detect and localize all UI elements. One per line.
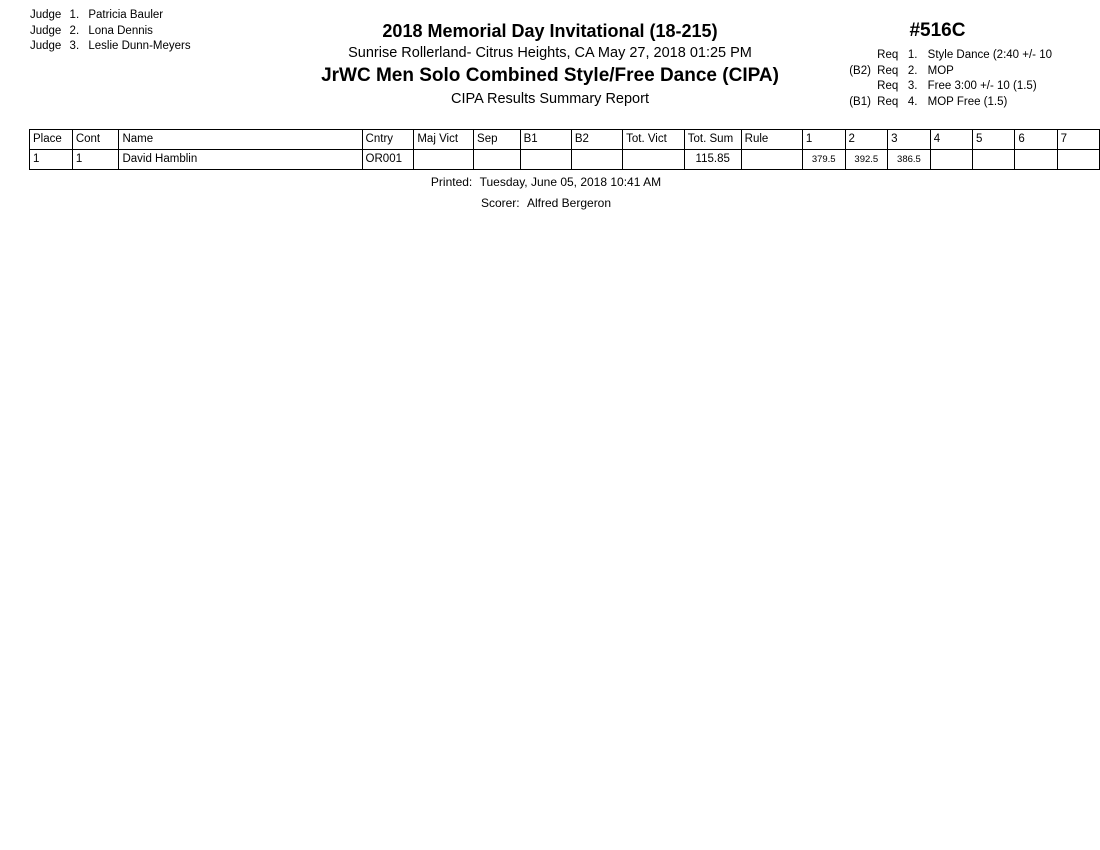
judge-label: Judge <box>30 40 62 52</box>
printed-line <box>0 172 1092 193</box>
cell-tot-sum: 115.85 <box>684 150 741 170</box>
requirement-row <box>843 95 1052 111</box>
cell-judge-1: 379.5 <box>802 150 845 170</box>
judge-name: Lona Dennis <box>88 24 153 37</box>
results-table <box>29 129 1100 170</box>
cell-judge-4 <box>930 150 972 170</box>
column-header-judge-2: 2 <box>845 130 888 150</box>
requirement-number: 4. <box>907 95 918 108</box>
column-header-b2: B2 <box>571 130 622 150</box>
column-header-tot-sum: Tot. Sum <box>684 130 741 150</box>
column-header-name: Name <box>119 130 362 150</box>
requirement-label: Req <box>877 95 899 108</box>
cell-maj-vict <box>414 150 474 170</box>
column-header-place: Place <box>30 130 73 150</box>
cell-judge-6 <box>1015 150 1057 170</box>
requirement-text: Style Dance (2:40 +/- 10 <box>927 49 1052 61</box>
requirement-number: 1. <box>907 49 918 61</box>
table-row <box>30 150 1100 170</box>
cell-rule <box>741 150 802 170</box>
event-title: JrWC Men Solo Combined Style/Free Dance (CIPA) <box>321 65 779 86</box>
column-header-cont: Cont <box>72 130 119 150</box>
scorer-line <box>0 193 1092 214</box>
column-header-judge-7: 7 <box>1057 130 1099 150</box>
requirement-label: Req <box>877 49 899 61</box>
printed-value: Tuesday, June 05, 2018 10:41 AM <box>479 175 662 189</box>
cell-b2 <box>571 150 622 170</box>
requirements-list <box>843 48 1052 110</box>
event-info-panel <box>843 20 1052 110</box>
cell-tot-vict <box>623 150 685 170</box>
requirement-text: MOP Free (1.5) <box>927 95 1008 108</box>
scorer-label: Scorer: <box>480 196 520 210</box>
cell-judge-3: 386.5 <box>888 150 931 170</box>
requirement-number: 2. <box>907 64 918 77</box>
cell-judge-7 <box>1057 150 1099 170</box>
requirement-text: MOP <box>927 64 954 77</box>
document-header <box>170 20 930 109</box>
column-header-judge-4: 4 <box>930 130 972 150</box>
column-header-rule: Rule <box>741 130 802 150</box>
judge-number: 1. <box>69 9 80 21</box>
cell-cntry: OR001 <box>362 150 414 170</box>
judge-name: Leslie Dunn-Meyers <box>88 40 191 52</box>
printed-label: Printed: <box>430 175 473 189</box>
judge-label: Judge <box>30 24 62 37</box>
judge-row <box>30 39 191 55</box>
cell-name: David Hamblin <box>119 150 362 170</box>
judge-row <box>30 24 191 40</box>
column-header-maj-vict: Maj Vict <box>414 130 474 150</box>
judges-panel <box>30 8 191 55</box>
column-header-sep: Sep <box>474 130 521 150</box>
requirement-row <box>843 79 1052 95</box>
judge-number: 2. <box>69 24 80 37</box>
cell-judge-5 <box>973 150 1015 170</box>
requirement-number: 3. <box>907 80 918 92</box>
event-number: #516C <box>909 20 966 41</box>
requirement-label: Req <box>877 80 899 92</box>
cell-sep <box>474 150 521 170</box>
column-header-judge-1: 1 <box>802 130 845 150</box>
column-header-judge-3: 3 <box>888 130 931 150</box>
requirement-bonus-code: (B2) <box>849 64 871 77</box>
requirement-row <box>843 64 1052 80</box>
table-header-row <box>30 130 1100 150</box>
requirement-text: Free 3:00 +/- 10 (1.5) <box>927 80 1037 92</box>
judge-number: 3. <box>69 40 80 52</box>
cell-place: 1 <box>30 150 73 170</box>
requirement-label: Req <box>877 64 899 77</box>
column-header-cntry: Cntry <box>362 130 414 150</box>
cell-judge-2: 392.5 <box>845 150 888 170</box>
competition-title: 2018 Memorial Day Invitational (18-215) <box>382 21 718 41</box>
requirement-bonus-code: (B1) <box>849 95 871 108</box>
column-header-tot-vict: Tot. Vict <box>623 130 685 150</box>
judge-label: Judge <box>30 9 62 21</box>
judge-name: Patricia Bauler <box>88 9 164 21</box>
cell-cont: 1 <box>72 150 119 170</box>
scorer-value: Alfred Bergeron <box>526 196 612 210</box>
column-header-judge-5: 5 <box>973 130 1015 150</box>
venue-datetime: Sunrise Rollerland- Citrus Heights, CA May 27, 2018 01:25 PM <box>348 45 752 61</box>
column-header-b1: B1 <box>520 130 571 150</box>
cell-b1 <box>520 150 571 170</box>
report-subtitle: CIPA Results Summary Report <box>451 91 649 107</box>
judge-row <box>30 8 191 24</box>
column-header-judge-6: 6 <box>1015 130 1057 150</box>
requirement-row <box>843 48 1052 64</box>
footer-info <box>0 172 1100 214</box>
